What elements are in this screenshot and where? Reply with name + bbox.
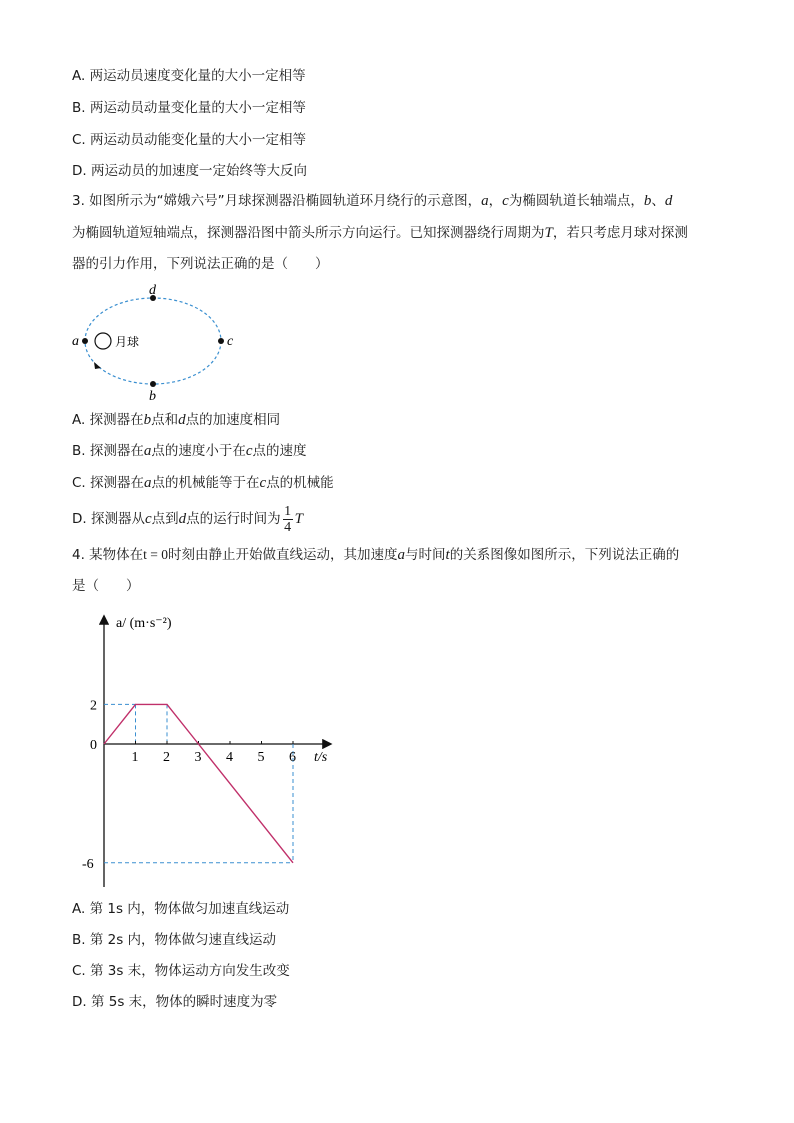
q3-option-d: D. 探测器从c点到d点的运行时间为 $\frac{1}{4}$ T: [72, 503, 303, 535]
q2-option-b: B. 两运动员动量变化量的大小一定相等: [72, 100, 306, 116]
x-tick-label: 6: [289, 750, 296, 765]
fraction-one-quarter: $\frac{1}{4}$: [284, 503, 292, 535]
x-tick-label: 4: [226, 750, 233, 765]
x-tick-label: 3: [194, 750, 202, 765]
label-a: a: [72, 334, 79, 349]
q2-option-c: C. 两运动员动能变化量的大小一定相等: [72, 132, 307, 148]
moon: [95, 333, 111, 349]
x-tick-label: 5: [257, 750, 265, 765]
x-tick-label: 1: [131, 750, 139, 765]
y-tick-label: 0: [90, 738, 97, 753]
label-b: b: [149, 389, 156, 404]
axis-ticks: [82, 698, 296, 871]
q3-stem-line1: 3. 如图所示为“嫦娥六号”月球探测器沿椭圆轨道环月绕行的示意图，a，c为椭圆轨道长轴端点，b、d: [72, 193, 673, 209]
q3-stem-line3: 器的引力作用，下列说法正确的是（ ）: [72, 256, 329, 272]
point-b: [150, 381, 156, 387]
y-axis-label: a/ (m·s⁻²): [116, 616, 172, 631]
q4-option-a: A. 第 1s 内，物体做匀加速直线运动: [72, 901, 290, 917]
moon-label: 月球: [115, 335, 140, 349]
y-tick-label: -6: [82, 856, 94, 872]
y-tick-label: 2: [90, 698, 97, 714]
orbit-diagram: [60, 278, 250, 406]
series-line-a-t: [104, 704, 293, 862]
point-c: [218, 338, 224, 344]
q4-option-b: B. 第 2s 内，物体做匀速直线运动: [72, 932, 277, 948]
q4-option-d: D. 第 5s 末，物体的瞬时速度为零: [72, 994, 278, 1010]
direction-arrow: [94, 362, 101, 369]
q2-option-a: A. 两运动员速度变化量的大小一定相等: [72, 68, 306, 84]
q3-stem-line2: 为椭圆轨道短轴端点，探测器沿图中箭头所示方向运行。已知探测器绕行周期为T，若只考虑月球对探测: [72, 225, 688, 241]
q2-option-d: D. 两运动员的加速度一定始终等大反向: [72, 163, 307, 179]
q3-option-b: B. 探测器在a点的速度小于在c点的速度: [72, 443, 307, 459]
series-group: [104, 704, 293, 862]
x-axis-label: t/s: [314, 750, 328, 765]
x-tick-label: 2: [163, 750, 170, 765]
q3-option-a: A. 探测器在b点和d点的加速度相同: [72, 412, 281, 428]
q4-option-c: C. 第 3s 末，物体运动方向发生改变: [72, 963, 290, 979]
guide-lines: [104, 704, 293, 862]
q4-stem-line1: 4. 某物体在t = 0时刻由静止开始做直线运动，其加速度a与时间t的关系图像如图所示，下列说法正确的: [72, 547, 680, 563]
q4-stem-line2: 是（ ）: [72, 578, 140, 594]
label-d: d: [149, 283, 156, 298]
q3-option-c: C. 探测器在a点的机械能等于在c点的机械能: [72, 475, 334, 491]
point-a: [82, 338, 88, 344]
label-c: c: [227, 334, 234, 349]
acceleration-time-chart: [80, 605, 350, 895]
